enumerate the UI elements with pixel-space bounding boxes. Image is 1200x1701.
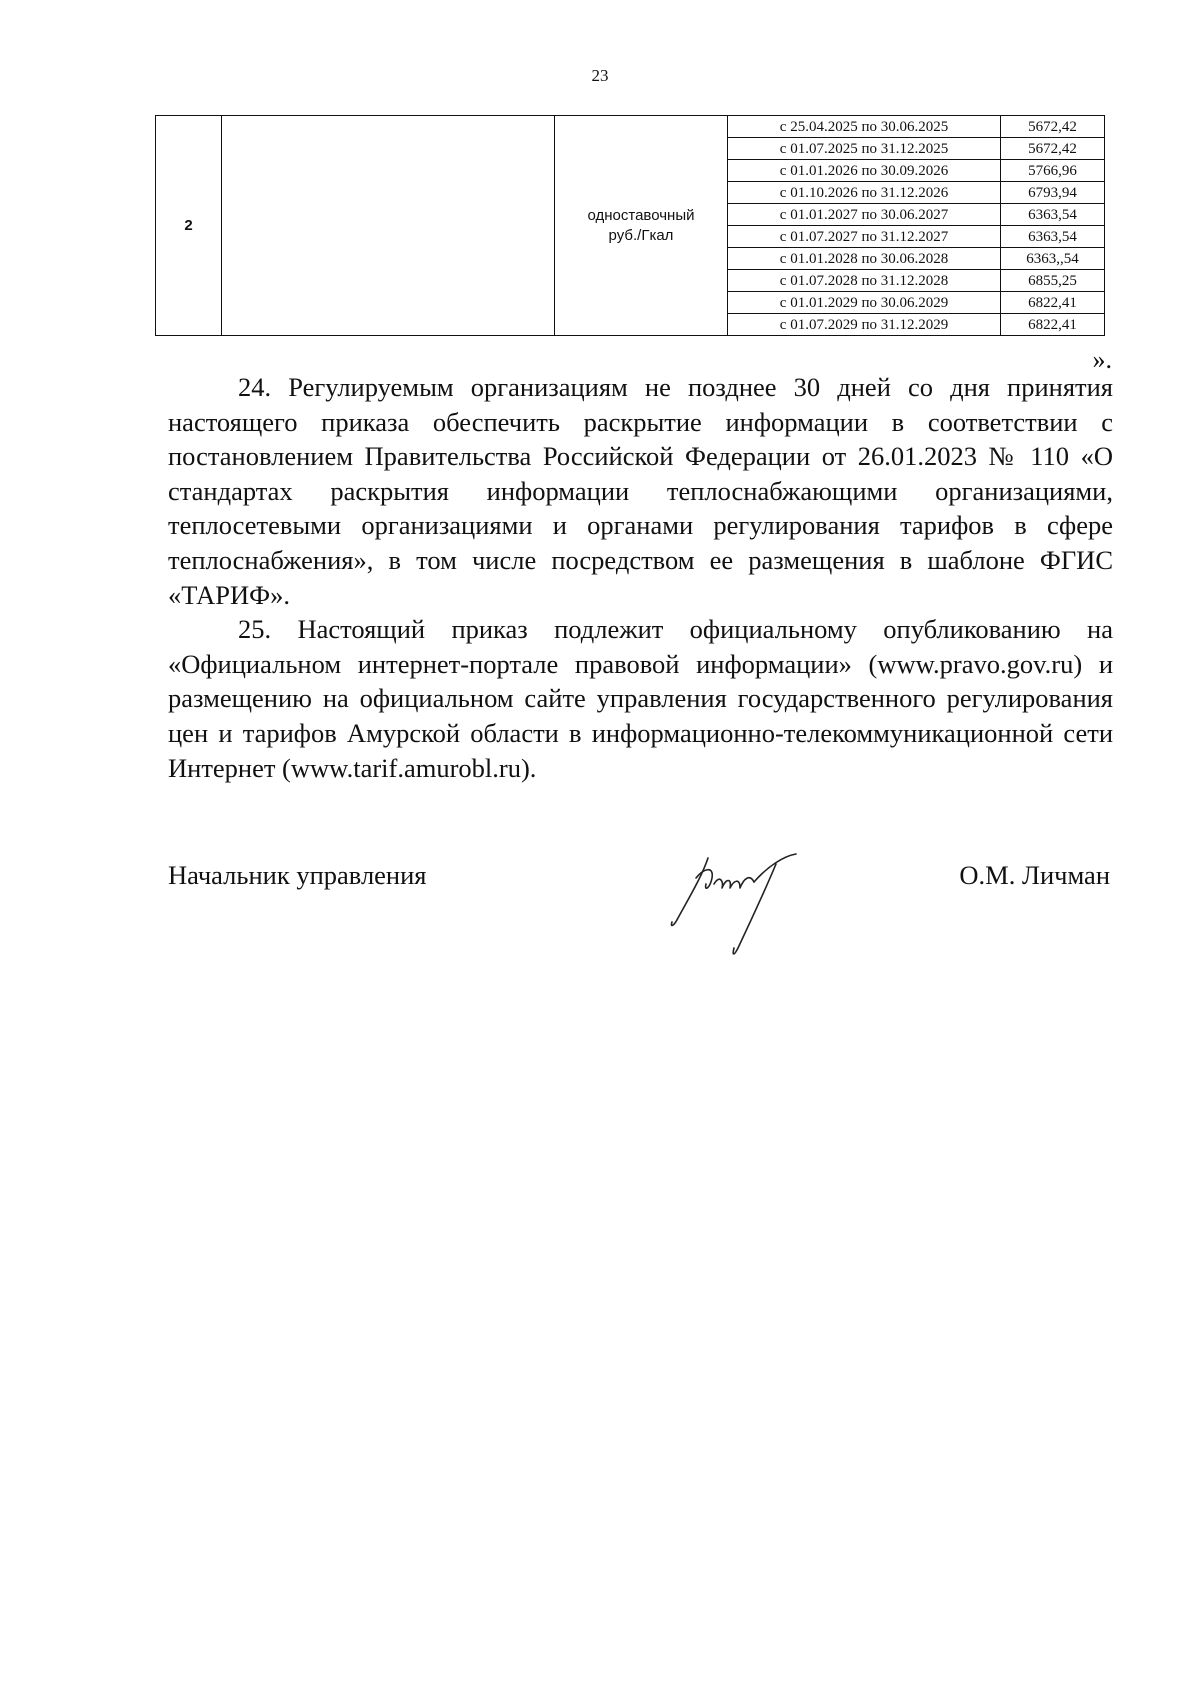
value-cell: 5672,42 — [1001, 116, 1105, 138]
period-cell: с 01.01.2026 по 30.09.2026 — [728, 160, 1001, 182]
table-row — [156, 116, 1105, 138]
body-text — [168, 370, 1113, 785]
signer-title: Начальник управления — [168, 860, 427, 890]
tariff-type-cell — [555, 116, 728, 336]
value-cell: 6855,25 — [1001, 270, 1105, 292]
period-cell: с 01.01.2028 по 30.06.2028 — [728, 248, 1001, 270]
value-cell: 6363,54 — [1001, 226, 1105, 248]
value-cell: 6363,,54 — [1001, 248, 1105, 270]
tariff-type-label: одноставочный — [587, 206, 695, 224]
period-cell: с 01.07.2028 по 31.12.2028 — [728, 270, 1001, 292]
period-cell: с 01.10.2026 по 31.12.2026 — [728, 182, 1001, 204]
closing-quote: ». — [1092, 345, 1112, 374]
paragraph-25: 25. Настоящий приказ подлежит официальному опубликованию на «Официальном интернет-портале правовой информации» (www.pravo.gov.ru) и размещению на официальном сайте управления государственного регулирования цен и тарифов Амурской области в информационно-телекоммуникационной сети Интернет (www.tarif.amurobl.ru). — [168, 614, 1113, 783]
period-cell: с 01.07.2029 по 31.12.2029 — [728, 314, 1001, 336]
signer-name: О.М. Личман — [959, 860, 1110, 890]
value-cell: 6822,41 — [1001, 292, 1105, 314]
handwritten-signature — [668, 848, 818, 958]
value-cell: 6793,94 — [1001, 182, 1105, 204]
period-cell: с 01.01.2029 по 30.06.2029 — [728, 292, 1001, 314]
value-cell: 6363,54 — [1001, 204, 1105, 226]
period-cell: с 01.01.2027 по 30.06.2027 — [728, 204, 1001, 226]
period-cell: с 01.07.2027 по 31.12.2027 — [728, 226, 1001, 248]
paragraph-24: 24. Регулируемым организациям не позднее 30 дней со дня принятия настоящего приказа обеспечить раскрытие информации в соответствии с постановлением Правительства Российской Федерации от 26.01.2023 № 110 «О стандартах раскрытия информации теплоснабжающими организациями, теплосетевыми организациями и органами регулирования тарифов в сфере теплоснабжения», в том числе посредством ее размещения в шаблоне ФГИС «ТАРИФ». — [168, 372, 1113, 610]
period-cell: с 25.04.2025 по 30.06.2025 — [728, 116, 1001, 138]
value-cell: 5766,96 — [1001, 160, 1105, 182]
row-number-cell: 2 — [156, 116, 222, 336]
period-cell: с 01.07.2025 по 31.12.2025 — [728, 138, 1001, 160]
organization-name-cell — [222, 116, 555, 336]
page-number: 23 — [591, 66, 609, 85]
tariff-table — [155, 115, 1105, 333]
value-cell: 5672,42 — [1001, 138, 1105, 160]
value-cell: 6822,41 — [1001, 314, 1105, 336]
tariff-unit-label: руб./Гкал — [608, 226, 674, 244]
